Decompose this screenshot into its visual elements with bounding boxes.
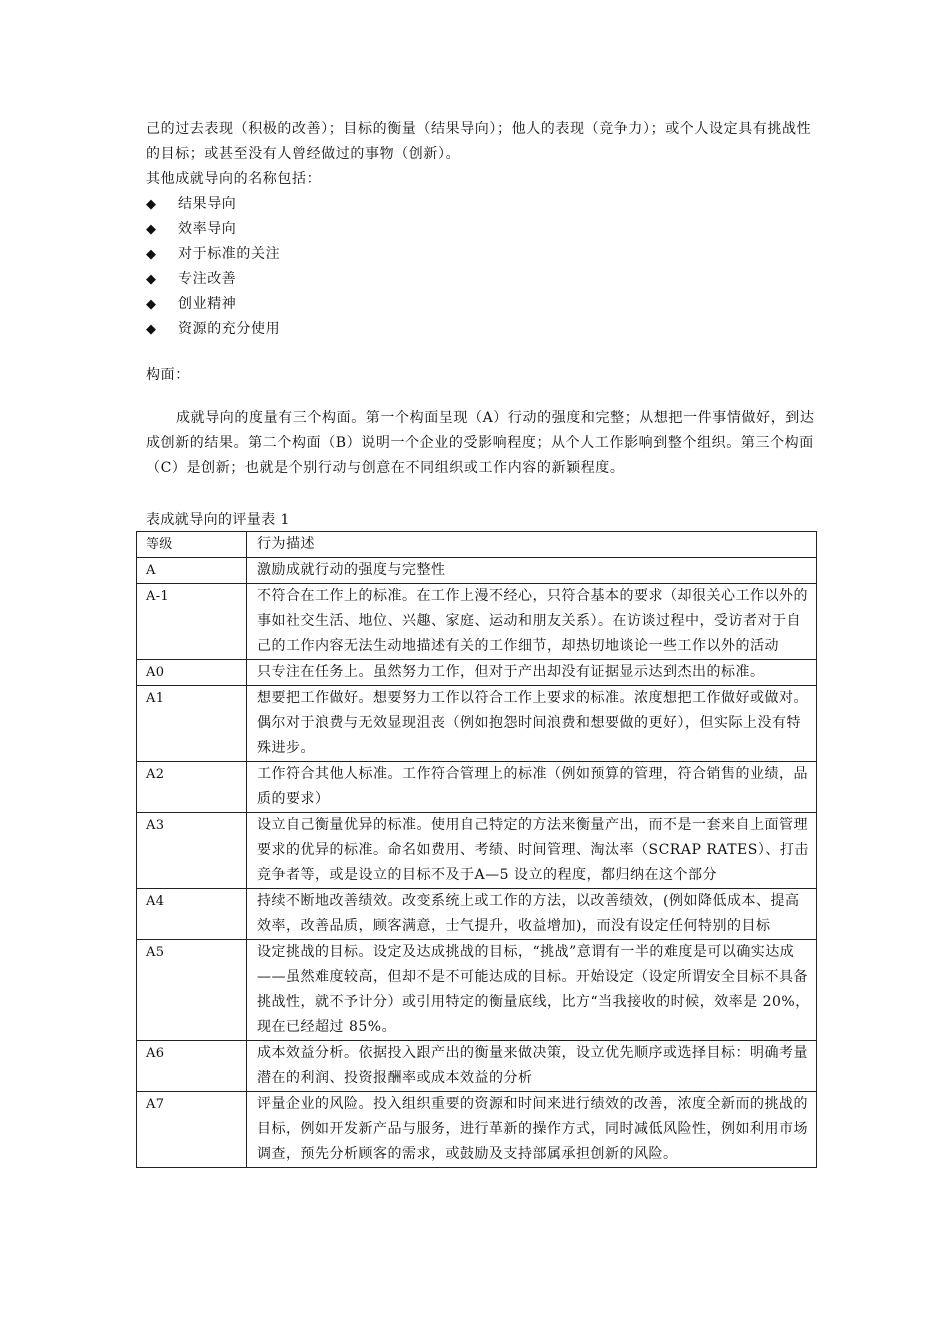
table-row bbox=[137, 889, 817, 940]
row-description: 成本效益分析。依据投入跟产出的衡量来做决策，设立优先顺序或选择目标：明确考量潜在的利润、投资报酬率或成本效益的分析 bbox=[247, 1041, 817, 1092]
list-item-text: 对于标准的关注 bbox=[178, 246, 281, 262]
diamond-bullet-icon: ◆ bbox=[146, 297, 157, 312]
table-row bbox=[137, 660, 817, 686]
table-header-row bbox=[137, 532, 817, 558]
table-row bbox=[137, 813, 817, 889]
table-row bbox=[137, 762, 817, 813]
list-item bbox=[146, 267, 746, 292]
list-item-text: 结果导向 bbox=[178, 196, 237, 212]
row-description: 设定挑战的目标。设定及达成挑战的目标，“挑战”意谓有一半的难度是可以确实达成——虽然难度较高，但却不是不可能达成的目标。开始设定（设定所谓安全目标不具备挑战性，就不予计分）或引用特定的衡量底线，比方“当我接收的时候，效率是 20%，现在已经超过 85%。 bbox=[247, 940, 817, 1041]
row-description: 持续不断地改善绩效。改变系统上或工作的方法，以改善绩效，(例如降低成本、提高效率，改善品质，顾客满意，士气提升，收益增加)，而没有设定任何特别的目标 bbox=[247, 889, 817, 940]
diamond-bullet-icon: ◆ bbox=[146, 247, 157, 262]
row-level: A bbox=[137, 558, 247, 584]
table-row bbox=[137, 584, 817, 660]
row-description: 想要把工作做好。想要努力工作以符合工作上要求的标准。浓度想把工作做好或做对。偶尔对于浪费与无效显现沮丧（例如抱怨时间浪费和想要做的更好），但实际上没有特殊进步。 bbox=[247, 686, 817, 762]
list-item-text: 专注改善 bbox=[178, 271, 237, 287]
row-level: A-1 bbox=[137, 584, 247, 660]
diamond-bullet-icon: ◆ bbox=[146, 222, 157, 237]
row-level: A1 bbox=[137, 686, 247, 762]
table-row bbox=[137, 558, 817, 584]
row-level: A7 bbox=[137, 1092, 247, 1168]
row-level: A3 bbox=[137, 813, 247, 889]
row-description: 激励成就行动的强度与完整性 bbox=[247, 558, 817, 584]
diamond-bullet-icon: ◆ bbox=[146, 197, 157, 212]
other-names-label: 其他成就导向的名称包括： bbox=[146, 171, 322, 187]
list-item bbox=[146, 242, 746, 267]
list-item bbox=[146, 292, 746, 317]
achievement-rating-table bbox=[136, 531, 817, 1168]
table-row bbox=[137, 1092, 817, 1168]
dimensions-paragraph: 成就导向的度量有三个构面。第一个构面呈现（A）行动的强度和完整；从想把一件事情做好，到达成创新的结果。第二个构面（B）说明一个企业的受影响程度；从个人工作影响到整个组织。第三个构面（C）是创新；也就是个别行动与创意在不同组织或工作内容的新颖程度。 bbox=[146, 410, 815, 476]
diamond-bullet-icon: ◆ bbox=[146, 272, 157, 287]
row-level: A6 bbox=[137, 1041, 247, 1092]
row-description: 只专注在任务上。虽然努力工作，但对于产出却没有证据显示达到杰出的标准。 bbox=[247, 660, 817, 686]
list-item-text: 资源的充分使用 bbox=[178, 321, 281, 337]
list-item-text: 创业精神 bbox=[178, 296, 237, 312]
header-level: 等级 bbox=[137, 532, 247, 558]
row-description: 评量企业的风险。投入组织重要的资源和时间来进行绩效的改善，浓度全新而的挑战的目标，例如开发新产品与服务，进行革新的操作方式，同时减低风险性，例如利用市场调查，预先分析顾客的需求，或鼓励及支持部属承担创新的风险。 bbox=[247, 1092, 817, 1168]
row-level: A4 bbox=[137, 889, 247, 940]
other-names-list bbox=[146, 192, 746, 342]
table-row bbox=[137, 1041, 817, 1092]
header-description: 行为描述 bbox=[247, 532, 817, 558]
table-caption: 表成就导向的评量表 1 bbox=[146, 512, 290, 528]
row-description: 工作符合其他人标准。工作符合管理上的标准（例如预算的管理，符合销售的业绩，品质的要求） bbox=[247, 762, 817, 813]
list-item bbox=[146, 317, 746, 342]
list-item-text: 效率导向 bbox=[178, 221, 237, 237]
diamond-bullet-icon: ◆ bbox=[146, 322, 157, 337]
row-level: A5 bbox=[137, 940, 247, 1041]
row-level: A2 bbox=[137, 762, 247, 813]
row-level: A0 bbox=[137, 660, 247, 686]
row-description: 设立自己衡量优异的标准。使用自己特定的方法来衡量产出，而不是一套来自上面管理要求的优异的标准。命名如费用、考绩、时间管理、淘汰率（SCRAP RATES）、打击竞争者等，或是设立的目标不及于A—5 设立的程度，都归纳在这个部分 bbox=[247, 813, 817, 889]
table-row bbox=[137, 940, 817, 1041]
intro-paragraph-continuation: 己的过去表现（积极的改善）；目标的衡量（结果导向）；他人的表现（竞争力）；或个人设定具有挑战性的目标；或甚至没有人曾经做过的事物（创新）。 bbox=[146, 121, 812, 162]
row-description: 不符合在工作上的标准。在工作上漫不经心，只符合基本的要求（却很关心工作以外的事如社交生活、地位、兴趣、家庭、运动和朋友关系）。在访谈过程中，受访者对于自己的工作内容无法生动地描述有关的工作细节，却热切地谈论一些工作以外的活动 bbox=[247, 584, 817, 660]
table-row bbox=[137, 686, 817, 762]
list-item bbox=[146, 217, 746, 242]
list-item bbox=[146, 192, 746, 217]
dimensions-heading: 构面： bbox=[146, 367, 190, 383]
